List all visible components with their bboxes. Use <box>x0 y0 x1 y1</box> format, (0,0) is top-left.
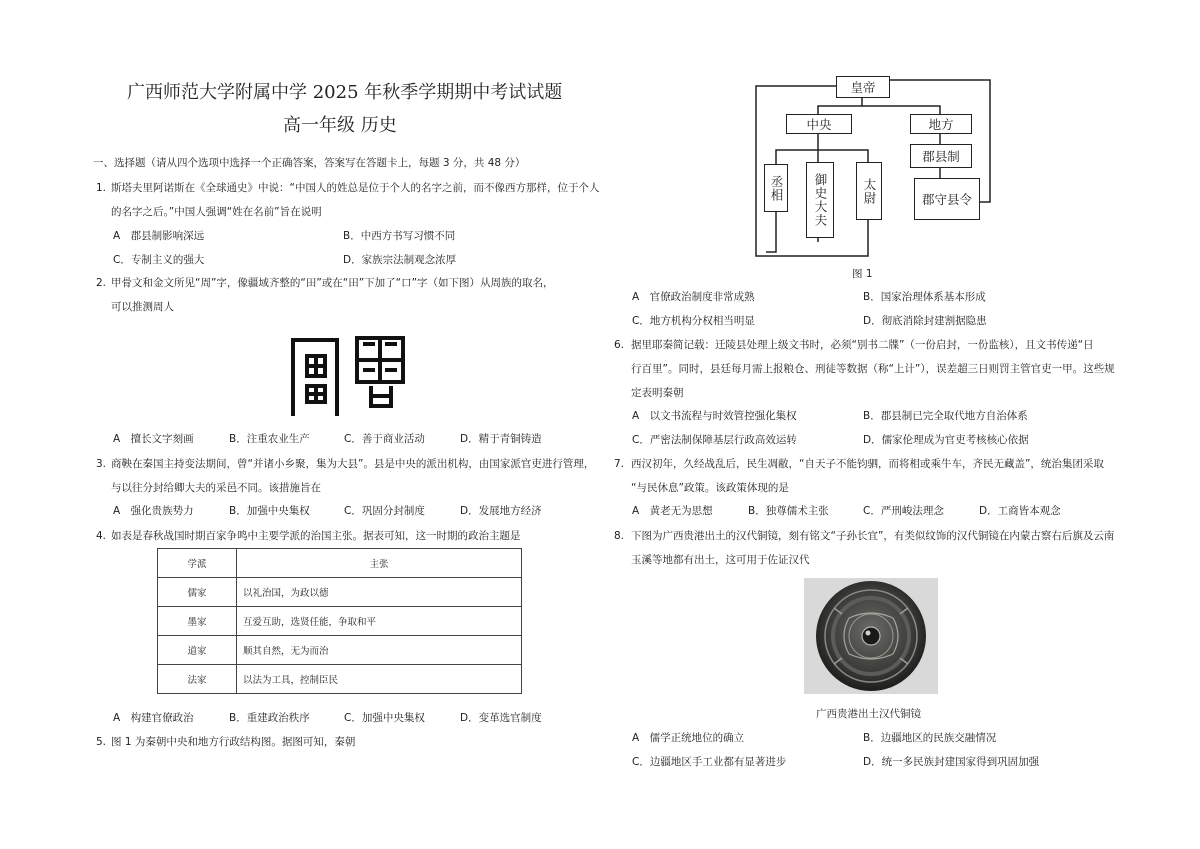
option-c[interactable]: C．地方机构分权相当明显 <box>632 315 755 327</box>
option-c[interactable]: C．严密法制保障基层行政高效运转 <box>632 434 797 446</box>
question-number: 7. <box>614 458 625 470</box>
question-text: “与民休息”政策。该政策体现的是 <box>631 482 789 494</box>
option-d[interactable]: D．工商皆本观念 <box>979 505 1061 517</box>
emperor-box: 皇帝 <box>836 76 890 98</box>
bronze-mirror-graphic <box>804 578 938 694</box>
question-text: 斯塔夫里阿诺斯在《全球通史》中说：“中国人的姓总是位于个人的名字之前，而不像西方那样，位于个人 <box>111 182 600 194</box>
chancellor-box: 丞相 <box>764 164 788 212</box>
table-header-row <box>158 549 522 578</box>
question-text: 如表是春秋战国时期百家争鸣中主要学派的治国主张。据表可知，这一时期的政治主题是 <box>111 530 521 542</box>
taiwei-box: 太尉 <box>856 162 882 220</box>
local-box: 地方 <box>910 114 972 134</box>
option-c[interactable]: C．巩固分封制度 <box>344 505 425 517</box>
table-row <box>158 578 522 607</box>
option-a[interactable]: A 强化贵族势力 <box>113 505 194 517</box>
question-number: 5. <box>96 736 107 748</box>
table-header-cell: 主张 <box>237 549 522 578</box>
table-cell-school: 墨家 <box>158 607 237 636</box>
option-c[interactable]: C．加强中央集权 <box>344 712 425 724</box>
question-number: 4. <box>96 530 107 542</box>
option-d[interactable]: D．发展地方经济 <box>460 505 542 517</box>
question-text: 甲骨文和金文所见“周”字，像疆域齐整的“田”或在“田”下加了“口”字（如下图）从周族的取名， <box>111 277 554 289</box>
question-text: 商鞅在秦国主持变法期间，曾“并诸小乡聚，集为大县”。县是中央的派出机构，由国家派官吏进行管理， <box>111 458 595 470</box>
option-b[interactable]: B．注重农业生产 <box>229 433 310 445</box>
option-b[interactable]: B．国家治理体系基本形成 <box>863 291 986 303</box>
section-heading: 一、选择题（请从四个选项中选择一个正确答案，答案写在答题卡上，每题 3 分，共 48 分） <box>93 157 526 169</box>
question-text: 定表明秦朝 <box>631 387 684 399</box>
schools-table <box>157 548 522 694</box>
option-b[interactable]: B．加强中央集权 <box>229 505 310 517</box>
option-c[interactable]: C．边疆地区手工业都有显著进步 <box>632 756 787 768</box>
option-c[interactable]: C．善于商业活动 <box>344 433 425 445</box>
question-text: 据里耶秦简记载：迁陵县处理上级文书时，必须“别书二牒”（一份启封，一份监核），且文书传递“日 <box>631 339 1094 351</box>
table-cell-claim: 互爱互助，选贤任能，争取和平 <box>237 607 522 636</box>
question-number: 6. <box>614 339 625 351</box>
table-cell-claim: 顺其自然，无为而治 <box>237 636 522 665</box>
question-number: 1. <box>96 182 107 194</box>
prefecture-system-box: 郡县制 <box>910 144 972 168</box>
question-text: 与以往分封给卿大夫的采邑不同。该措施旨在 <box>111 482 321 494</box>
figure-caption: 广西贵港出土汉代铜镜 <box>816 708 921 720</box>
option-b[interactable]: B．中西方书写习惯不同 <box>343 230 456 242</box>
question-number: 2. <box>96 277 107 289</box>
table-cell-school: 道家 <box>158 636 237 665</box>
option-a[interactable]: A 郡县制影响深远 <box>113 230 205 242</box>
table-cell-school: 儒家 <box>158 578 237 607</box>
oracle-bone-zhou-characters-image <box>285 330 411 422</box>
question-text: 西汉初年，久经战乱后，民生凋敝，“自天子不能钧驷，而将相或乘牛车，齐民无藏盖”，统治集团采取 <box>631 458 1104 470</box>
page-subtitle: 高一年级 历史 <box>283 115 397 136</box>
option-d[interactable]: D．家族宗法制观念浓厚 <box>343 254 457 266</box>
option-a[interactable]: A 黄老无为思想 <box>632 505 713 517</box>
central-box: 中央 <box>786 114 852 134</box>
table-cell-claim: 以礼治国，为政以德 <box>237 578 522 607</box>
figure-caption: 图 1 <box>852 268 873 280</box>
option-a[interactable]: A 擅长文字刻画 <box>113 433 194 445</box>
question-text: 玉溪等地都有出土，这可用于佐证汉代 <box>631 554 810 566</box>
bronze-mirror-photo <box>804 578 938 694</box>
question-text: 行百里”。同时，县廷每月需上报粮仓、刑徒等数据（称“上计”），误差超三日则罚主管官吏一甲。这些规 <box>631 363 1115 375</box>
option-a[interactable]: A 以文书流程与时效管控强化集权 <box>632 410 797 422</box>
option-c[interactable]: C．专制主义的强大 <box>113 254 205 266</box>
option-c[interactable]: C．严刑峻法理念 <box>863 505 944 517</box>
option-b[interactable]: B．重建政治秩序 <box>229 712 310 724</box>
option-a[interactable]: A 构建官僚政治 <box>113 712 194 724</box>
question-number: 3. <box>96 458 107 470</box>
page-title: 广西师范大学附属中学 2025 年秋季学期期中考试试题 <box>127 82 563 103</box>
table-cell-school: 法家 <box>158 665 237 694</box>
table-header-cell: 学派 <box>158 549 237 578</box>
option-b[interactable]: B．边疆地区的民族交融情况 <box>863 732 997 744</box>
question-text: 可以推测周人 <box>111 301 174 313</box>
option-b[interactable]: B．独尊儒术主张 <box>748 505 829 517</box>
table-row <box>158 636 522 665</box>
option-a[interactable]: A 官僚政治制度非常成熟 <box>632 291 755 303</box>
prefect-magistrate-box: 郡守县令 <box>914 178 980 220</box>
qin-administration-diagram <box>752 70 1002 262</box>
option-d[interactable]: D．彻底消除封建割据隐患 <box>863 315 987 327</box>
option-d[interactable]: D．变革选官制度 <box>460 712 542 724</box>
question-number: 8. <box>614 530 625 542</box>
table-cell-claim: 以法为工具，控制臣民 <box>237 665 522 694</box>
question-text: 的名字之后。”中国人强调“姓在名前”旨在说明 <box>111 206 322 218</box>
question-text: 图 1 为秦朝中央和地方行政结构图。据图可知，秦朝 <box>111 736 356 748</box>
option-d[interactable]: D．儒家伦理成为官吏考核核心依据 <box>863 434 1029 446</box>
question-text: 下图为广西贵港出土的汉代铜镜，刻有铭文“子孙长宜”，有类似纹饰的汉代铜镜在内蒙古察右后旗及云南 <box>631 530 1115 542</box>
option-a[interactable]: A 儒学正统地位的确立 <box>632 732 745 744</box>
censor-box: 御史大夫 <box>806 162 834 238</box>
table-row <box>158 665 522 694</box>
table-row <box>158 607 522 636</box>
option-d[interactable]: D．精于青铜铸造 <box>460 433 542 445</box>
option-b[interactable]: B．郡县制已完全取代地方自治体系 <box>863 410 1028 422</box>
option-d[interactable]: D．统一多民族封建国家得到巩固加强 <box>863 756 1040 768</box>
